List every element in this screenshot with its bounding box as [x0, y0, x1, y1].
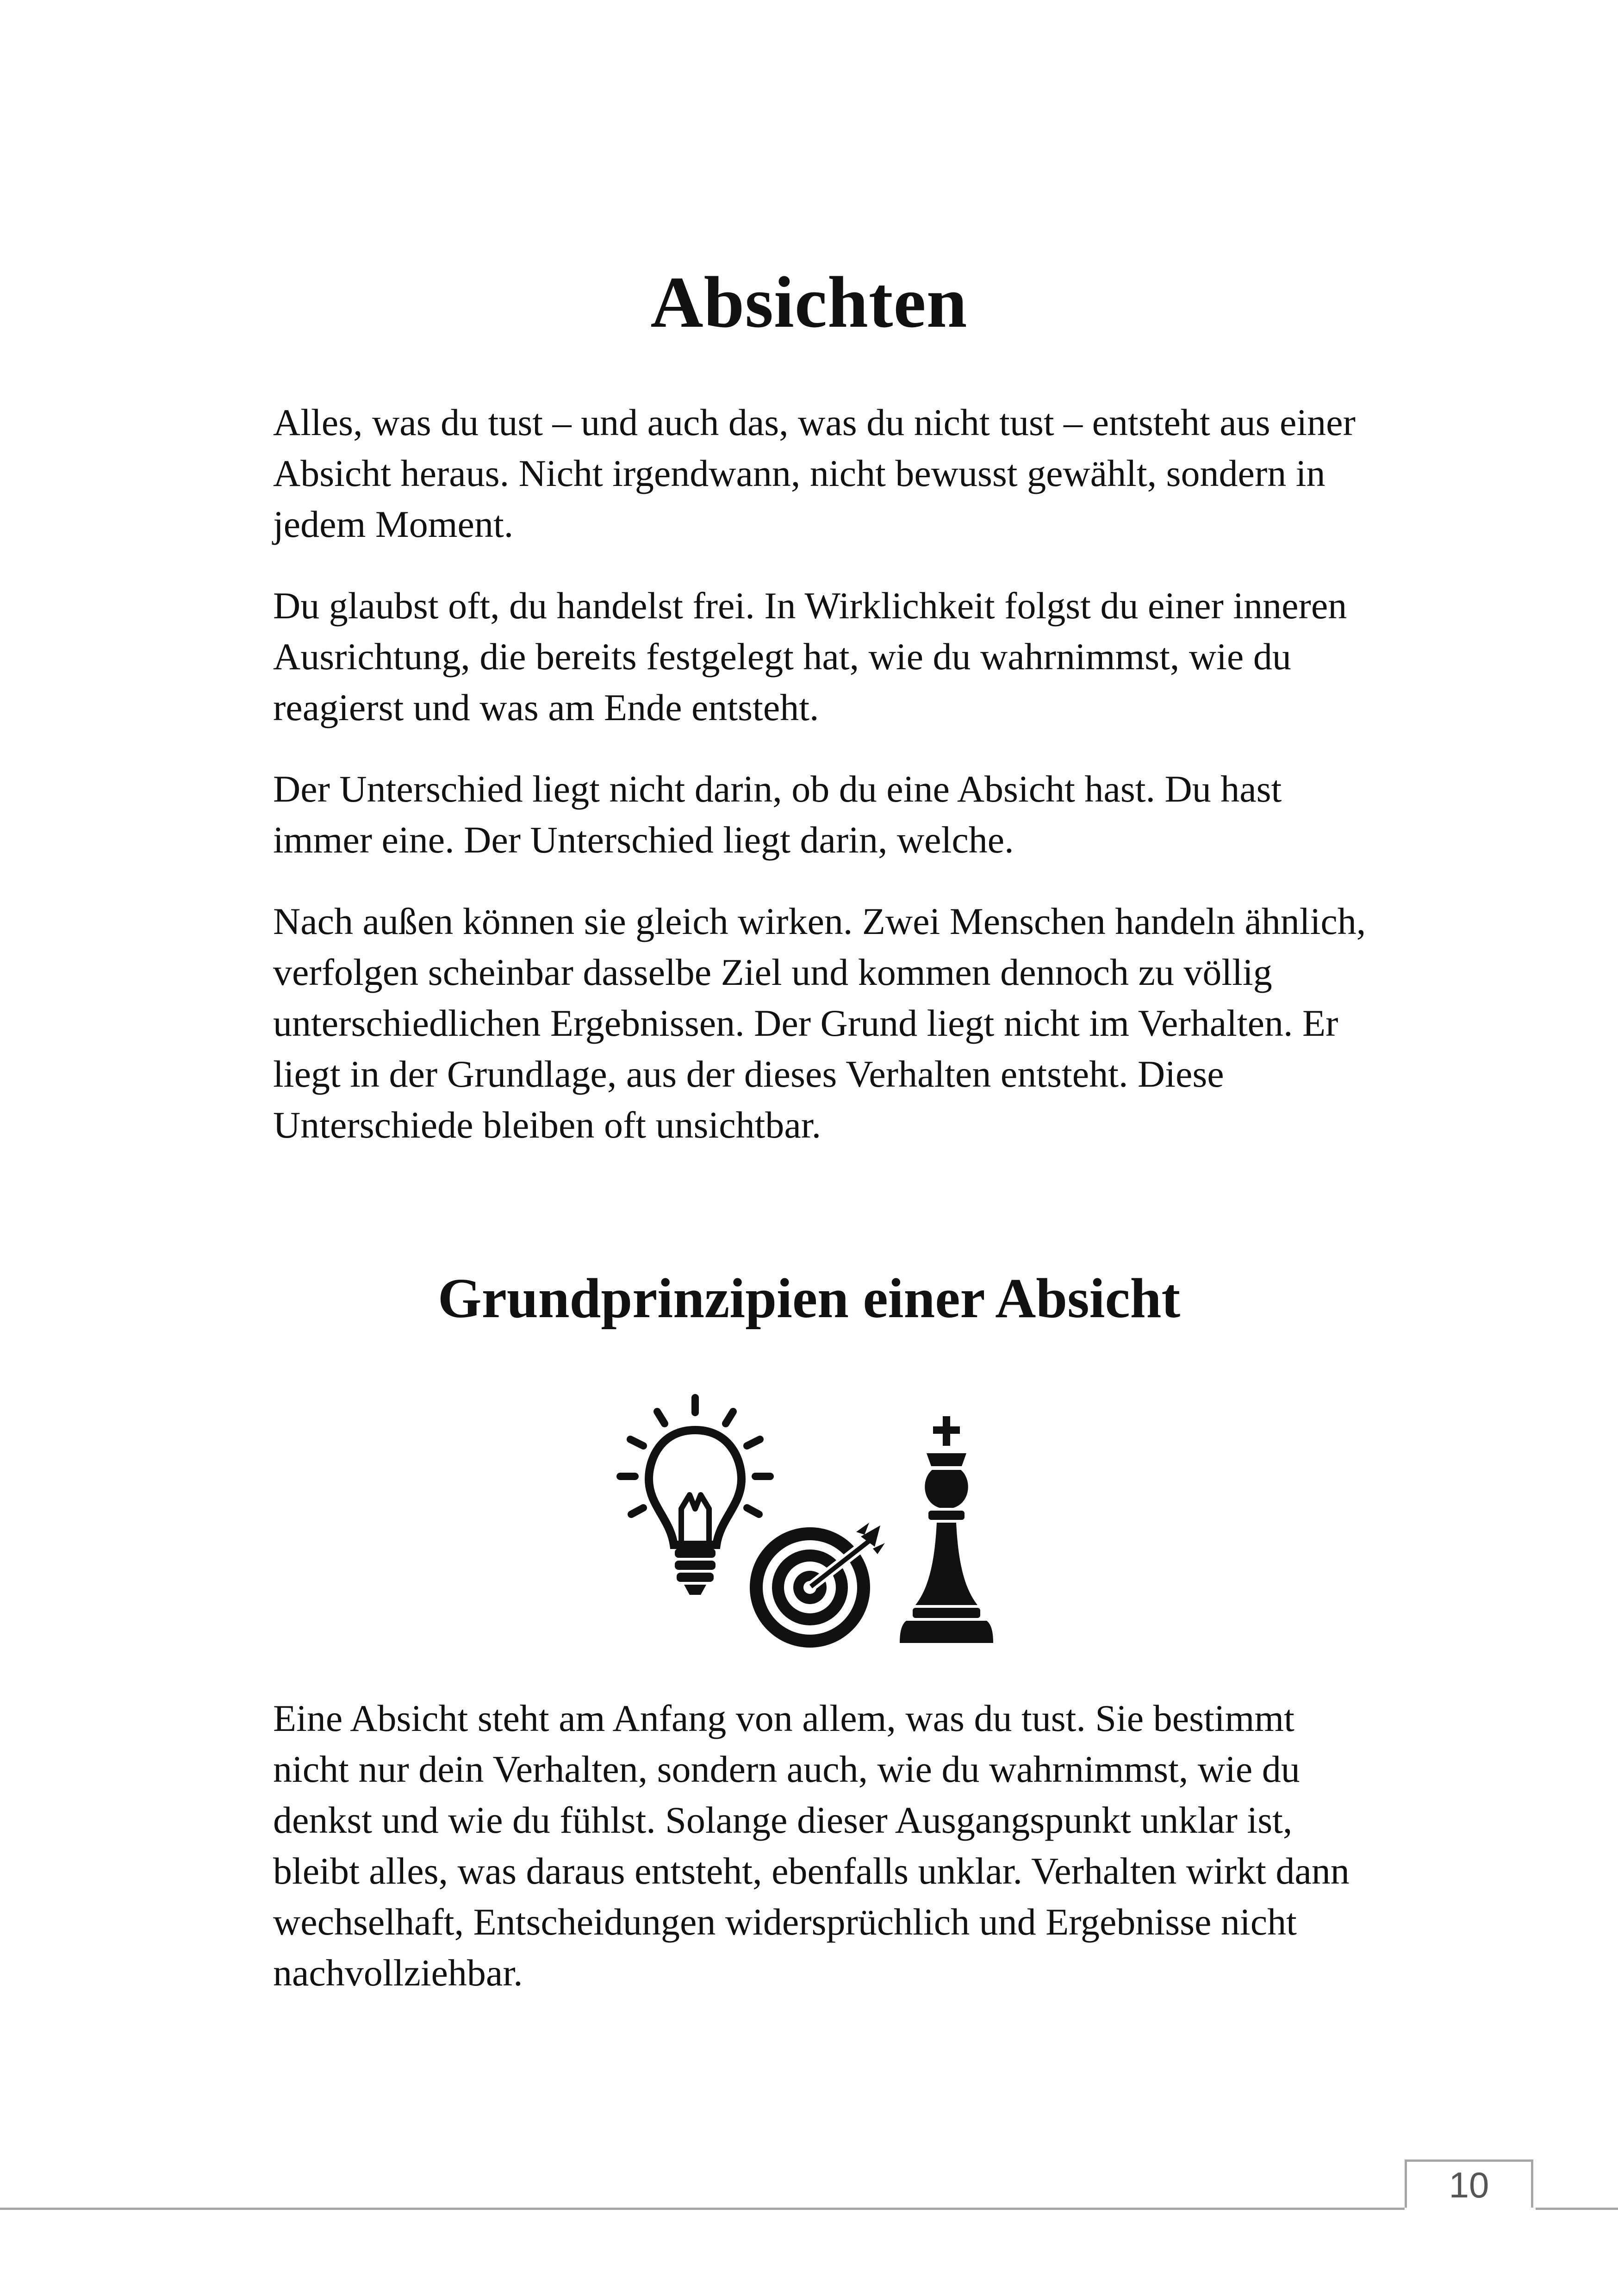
chess-king-icon — [900, 1416, 993, 1643]
page-number: 10 — [1405, 2159, 1533, 2208]
paragraph: Eine Absicht steht am Anfang von allem, was du tust. Sie bestimmt nicht nur dein Verhalten, sondern auch, wie du wahrnimmst, wie du denkst und wie du fühlst. Solange dieser Ausgangspunkt unklar ist, bleibt alles, was daraus entsteht, ebenfalls unklar. Verhalten wirkt dann wechselhaft, Entscheidungen widersprüchlich und Ergebnisse nicht nachvollziehbar. — [273, 1697, 1350, 1994]
section-text — [273, 1693, 1375, 2029]
paragraph: Du glaubst oft, du handelst frei. In Wirklichkeit folgst du einer inneren Ausrichtung, die bereits festgelegt hat, wie du wahrnimmst, wie du reagierst und was am Ende entsteht. — [273, 585, 1347, 728]
footer-divider-right — [1536, 2208, 1618, 2210]
paragraph: Alles, was du tust – und auch das, was du nicht tust – entsteht aus einer Absicht heraus. Nicht irgendwann, nicht bewusst gewählt, sondern in jedem Moment. — [273, 401, 1356, 545]
paragraph: Der Unterschied liegt nicht darin, ob du eine Absicht hast. Du hast immer eine. Der Unterschied liegt darin, welche. — [273, 768, 1282, 861]
page-title: Absichten — [650, 262, 968, 343]
paragraph: Nach außen können sie gleich wirken. Zwei Menschen handeln ähnlich, verfolgen scheinbar dasselbe Ziel und kommen dennoch zu völlig unterschiedlichen Ergebnissen. Der Grund liegt nicht im Verhalten. Er liegt in der Grundlage, aus der dieses Verhalten entsteht. Diese Unterschiede bleiben oft unsichtbar. — [273, 900, 1366, 1146]
section-title: Grundprinzipien einer Absicht — [437, 1267, 1181, 1330]
target-icon — [750, 1523, 885, 1648]
illustration — [597, 1384, 1023, 1657]
intro-text — [273, 397, 1375, 1181]
footer-divider-left — [0, 2208, 1405, 2210]
lightbulb-icon — [620, 1398, 770, 1595]
